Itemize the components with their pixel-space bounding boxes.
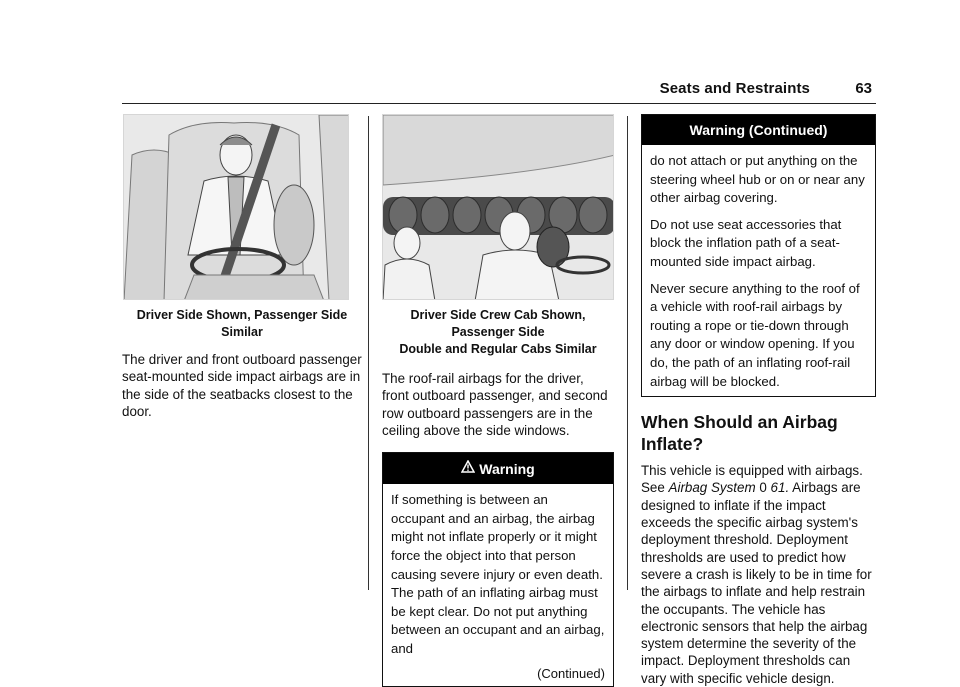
column-divider bbox=[627, 116, 628, 590]
driver-side-airbag-illustration bbox=[123, 114, 349, 300]
section-title: Seats and Restraints bbox=[659, 80, 810, 97]
body-paragraph: The roof-rail airbags for the driver, front outboard passenger, and second row outboard passengers are in the ceiling above the side windows. bbox=[382, 371, 608, 438]
driver-illustration bbox=[124, 115, 349, 300]
warning-body bbox=[383, 484, 613, 685]
caption-line: Driver Side Crew Cab Shown, Passenger Side bbox=[410, 308, 586, 339]
warning-triangle-icon bbox=[461, 460, 475, 477]
warning-body bbox=[642, 145, 875, 396]
warning-paragraph: Never secure anything to the roof of a vehicle with roof-rail airbags by routing a rope or tie-down through any door or window opening. If you do, the path of an inflating roof-rail airbag will be blocked. bbox=[650, 280, 860, 389]
crew-cab-illustration bbox=[383, 115, 614, 300]
body-text-post: Airbags are designed to inflate if the impact exceeds the specific airbag system's deployment threshold. Deployment thresholds are used to predict how severe a crash is likely to be in time for the airbags to inflate and help restrain the occupants. The vehicle has electronic sensors that help the airbag system determine the severity of the impact. Deployment thresholds can vary with specific vehicle design. bbox=[641, 480, 872, 686]
body-paragraph bbox=[641, 462, 876, 687]
body-text-pre: This vehicle is equipped with airbags. See bbox=[641, 463, 863, 496]
continued-label: (Continued) bbox=[537, 665, 605, 681]
section-heading: When Should an Airbag Inflate? bbox=[641, 412, 838, 455]
airbag-system-reference-link[interactable]: Airbag System bbox=[668, 480, 756, 496]
caption-line: Double and Regular Cabs Similar bbox=[399, 342, 597, 356]
body-paragraph: The driver and front outboard passenger seat-mounted side impact airbags are in the side of the seatbacks closest to the door. bbox=[122, 352, 362, 419]
warning-title: Warning bbox=[479, 461, 535, 478]
warning-text: If something is between an occupant and an airbag, the airbag might not inflate properly or it might force the object into that person causing severe injury or even death. The path of an inflating airbag must be kept clear. Do not put anything between an occupant and an airbag, and bbox=[391, 492, 605, 656]
warning-box-continued bbox=[641, 114, 876, 397]
warning-paragraph: Do not use seat accessories that block the inflation path of a seat-mounted side impact airbag. bbox=[650, 216, 842, 269]
roof-rail-airbag-illustration bbox=[382, 114, 614, 300]
page-number: 63 bbox=[855, 80, 872, 97]
warning-box bbox=[382, 452, 614, 686]
column-divider bbox=[368, 116, 369, 590]
warning-header bbox=[383, 453, 613, 484]
header-rule bbox=[122, 103, 876, 104]
column-3 bbox=[641, 114, 876, 687]
warning-header: Warning (Continued) bbox=[642, 115, 875, 145]
page-reference-icon: 0 bbox=[759, 480, 767, 496]
warning-paragraph: do not attach or put anything on the steering wheel hub or on or near any other airbag covering. bbox=[650, 153, 865, 206]
column-1 bbox=[122, 114, 362, 420]
column-2 bbox=[382, 114, 614, 687]
page-reference[interactable]: 61. bbox=[770, 480, 790, 496]
figure-caption: Driver Side Shown, Passenger Side Similar bbox=[136, 308, 348, 339]
figure-caption bbox=[382, 307, 614, 358]
